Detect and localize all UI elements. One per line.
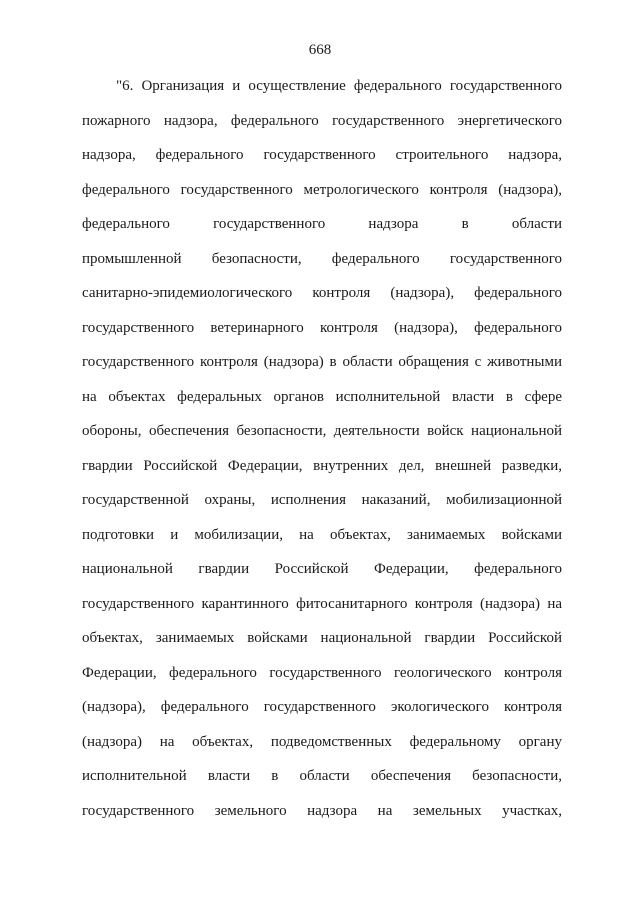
text-line: Федерации, федерального государственного геологического контроля [82, 664, 562, 681]
text-line: государственного земельного надзора на земельных участках, [82, 802, 562, 819]
text-line: государственного контроля (надзора) в области обращения с животными [82, 354, 562, 370]
text-line: санитарно-эпидемиологического контроля (надзора), федерального [82, 285, 562, 301]
text-line: государственного ветеринарного контроля (надзора), федерального [82, 319, 562, 336]
text-line: федерального государственного метрологического контроля (надзора), [82, 181, 562, 198]
text-line: обороны, обеспечения безопасности, деятельности войск национальной [82, 423, 562, 439]
text-line: "6. Организация и осуществление федерального государственного [116, 78, 562, 94]
text-line: на объектах федеральных органов исполнительной власти в сфере [82, 388, 562, 405]
text-line: исполнительной власти в области обеспечения безопасности, [82, 768, 562, 784]
text-line: пожарного надзора, федерального государственного энергетического [82, 112, 562, 129]
text-line: государственного карантинного фитосанитарного контроля (надзора) на [82, 595, 562, 612]
page-number: 668 [308, 42, 332, 58]
text-line: национальной гвардии Российской Федерации, федерального [82, 561, 562, 577]
text-line: (надзора), федерального государственного экологического контроля [82, 699, 562, 715]
text-line: объектах, занимаемых войсками национальной гвардии Российской [82, 630, 562, 646]
text-line: государственной охраны, исполнения наказаний, мобилизационной [82, 492, 562, 508]
text-line: надзора, федерального государственного строительного надзора, [82, 147, 562, 163]
text-line: гвардии Российской Федерации, внутренних дел, внешней разведки, [82, 457, 562, 474]
paragraph-text [82, 69, 562, 828]
text-line: подготовки и мобилизации, на объектах, занимаемых войсками [82, 526, 562, 543]
text-line: федерального государственного надзора в области [82, 216, 562, 232]
text-line: промышленной безопасности, федерального государственного [82, 250, 562, 267]
text-line: (надзора) на объектах, подведомственных федеральному органу [82, 733, 562, 750]
